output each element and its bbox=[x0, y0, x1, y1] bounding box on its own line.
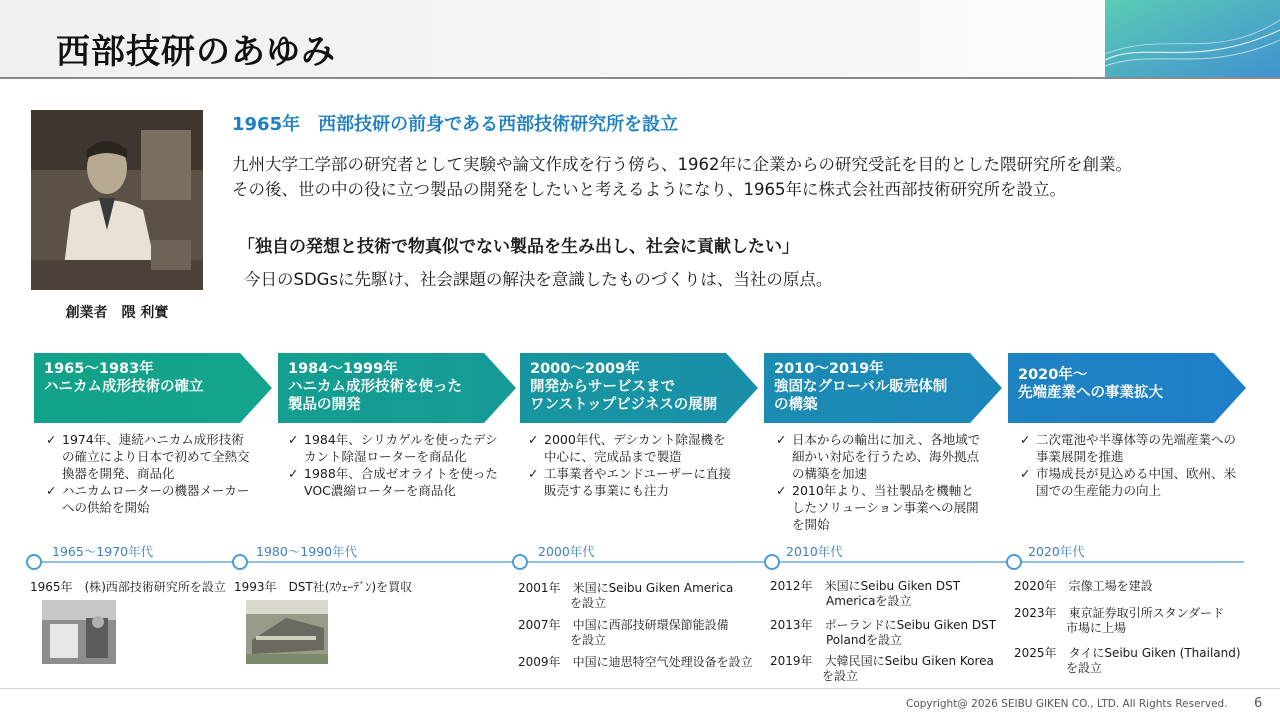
event-text: 東京証券取引所スタンダード bbox=[1068, 606, 1225, 620]
era-label-3: 2000年代 bbox=[538, 544, 595, 559]
event-year: 2023年 bbox=[1014, 606, 1057, 620]
event-text-cont: 市場に上場 bbox=[1066, 621, 1127, 635]
stage-3-bullets bbox=[526, 431, 738, 499]
stage-5-title bbox=[1018, 366, 1163, 402]
event-1965 bbox=[30, 580, 226, 595]
event-text: 中国に迪思特空气处理设备を設立 bbox=[572, 655, 753, 669]
check-icon: ✓ bbox=[1020, 466, 1031, 481]
event-text-cont: Polandを設立 bbox=[826, 633, 903, 647]
event-year: 2012年 bbox=[770, 579, 813, 593]
stage-2-bullets bbox=[286, 431, 498, 499]
page-title: 西部技研のあゆみ bbox=[56, 32, 336, 72]
timeline-dot-3 bbox=[513, 555, 527, 569]
event-text-cont: を設立 bbox=[1066, 661, 1103, 675]
check-icon: ✓ bbox=[46, 483, 57, 498]
founder-caption: 創業者 隈 利實 bbox=[65, 305, 169, 321]
stage-1-bullets bbox=[44, 431, 256, 516]
check-icon: ✓ bbox=[288, 432, 299, 447]
factory-photo bbox=[246, 600, 328, 664]
list-item bbox=[44, 431, 256, 482]
stage-5-label: 先端産業への事業拡大 bbox=[1018, 385, 1163, 401]
bullet-text: 1988年、合成ゼオライトを使ったVOC濃縮ローターを商品化 bbox=[304, 466, 498, 498]
check-icon: ✓ bbox=[776, 432, 787, 447]
timeline-dot-4 bbox=[765, 555, 779, 569]
list-item bbox=[774, 482, 986, 533]
event-text: 大韓民国にSeibu Giken Korea bbox=[824, 654, 994, 668]
bullet-text: 市場成長が見込める中国、欧州、米国での生産能力の向上 bbox=[1036, 466, 1237, 498]
stage-1-period: 1965～1983年 bbox=[44, 361, 154, 377]
stage-1-label: ハニカム成形技術の確立 bbox=[44, 379, 204, 395]
list-item bbox=[286, 465, 498, 499]
list-item bbox=[1018, 465, 1238, 499]
list-item bbox=[44, 482, 256, 516]
event-text: 米国にSeibu Giken DST bbox=[824, 579, 961, 593]
stage-2-period: 1984～1999年 bbox=[288, 361, 398, 377]
stage-5-period: 2020年～ bbox=[1018, 367, 1088, 383]
stage-3-period: 2000～2009年 bbox=[530, 361, 640, 377]
event-2009 bbox=[518, 655, 753, 670]
stage-3-label: 開発からサービスまで bbox=[530, 379, 675, 395]
event-text: 米国にSeibu Giken America bbox=[572, 581, 734, 595]
bullet-text: ハニカムローターの機器メーカーへの供給を開始 bbox=[62, 483, 250, 515]
header-wave-decoration bbox=[1105, 0, 1280, 78]
event-2019 bbox=[770, 654, 994, 684]
bullet-text: 1984年、シリカゲルを使ったデシカント除湿ローターを商品化 bbox=[304, 432, 498, 464]
era-label-1: 1965～1970年代 bbox=[52, 544, 154, 559]
list-item bbox=[774, 431, 986, 482]
stage-1-title bbox=[44, 360, 204, 396]
origin-statement: 今日のSDGsに先駆け、社会課題の解決を意識したものづくりは、当社の原点。 bbox=[244, 270, 833, 289]
event-year: 1993年 bbox=[234, 580, 277, 594]
bullet-text: 1974年、連続ハニカム成形技術の確立により日本で初めて全熱交換器を開発、商品化 bbox=[62, 432, 250, 481]
stage-4-label: 強固なグローバル販売体制 bbox=[774, 379, 948, 395]
stage-3-label-cont: ワンストップビジネスの展開 bbox=[530, 397, 718, 413]
timeline-dot-5 bbox=[1007, 555, 1021, 569]
check-icon: ✓ bbox=[528, 466, 539, 481]
event-text: DST社(ｽｳｪｰﾃﾞﾝ)を買収 bbox=[288, 580, 413, 594]
stage-2-label-cont: 製品の開発 bbox=[288, 397, 361, 413]
founding-description bbox=[232, 152, 1272, 202]
event-text-cont: を設立 bbox=[570, 596, 607, 610]
timeline-dot-2 bbox=[233, 555, 247, 569]
event-year: 2013年 bbox=[770, 618, 813, 632]
bullet-text: 日本からの輸出に加え、各地域で細かい対応を行うため、海外拠点の構築を加速 bbox=[792, 432, 981, 481]
event-2020 bbox=[1014, 579, 1153, 594]
check-icon: ✓ bbox=[528, 432, 539, 447]
event-year: 1965年 bbox=[30, 580, 73, 594]
bullet-text: 2000年代、デシカント除湿機を中心に、完成品まで製造 bbox=[544, 432, 726, 464]
event-year: 2007年 bbox=[518, 618, 561, 632]
event-text: ポーランドにSeibu Giken DST bbox=[824, 618, 997, 632]
bullet-text: 二次電池や半導体等の先端産業への事業展開を推進 bbox=[1036, 432, 1237, 464]
check-icon: ✓ bbox=[776, 483, 787, 498]
event-2012 bbox=[770, 579, 960, 609]
stage-4-label-cont: の構築 bbox=[774, 397, 818, 413]
event-year: 2025年 bbox=[1014, 646, 1057, 660]
list-item bbox=[526, 465, 738, 499]
era-label-5: 2020年代 bbox=[1028, 544, 1085, 559]
stage-4-bullets bbox=[774, 431, 986, 533]
event-text: (株)西部技術研究所を設立 bbox=[84, 580, 226, 594]
event-text-cont: を設立 bbox=[570, 633, 607, 647]
lab-photo bbox=[42, 600, 116, 664]
event-2001 bbox=[518, 581, 733, 611]
event-text-cont: を設立 bbox=[822, 669, 859, 683]
event-year: 2001年 bbox=[518, 581, 561, 595]
stage-2-title bbox=[288, 360, 462, 414]
event-year: 2020年 bbox=[1014, 579, 1057, 593]
stage-4-period: 2010～2019年 bbox=[774, 361, 884, 377]
event-text-cont: Americaを設立 bbox=[826, 594, 912, 608]
stage-5-bullets bbox=[1018, 431, 1238, 499]
check-icon: ✓ bbox=[46, 432, 57, 447]
bullet-text: 2010年より、当社製品を機軸としたソリューション事業への展開を開始 bbox=[792, 483, 979, 532]
event-2025 bbox=[1014, 646, 1241, 676]
founding-heading: 1965年 西部技研の前身である西部技術研究所を設立 bbox=[232, 114, 679, 135]
copyright-text: Copyright@ 2026 SEIBU GIKEN CO., LTD. All Rights Reserved. bbox=[906, 698, 1228, 710]
event-2023 bbox=[1014, 606, 1224, 636]
list-item bbox=[286, 431, 498, 465]
event-text: タイにSeibu Giken (Thailand) bbox=[1068, 646, 1241, 660]
stage-2-label: ハニカム成形技術を使った bbox=[288, 379, 462, 395]
event-2013 bbox=[770, 618, 996, 648]
bullet-text: 工事業者やエンドユーザーに直接販売する事業にも注力 bbox=[544, 466, 732, 498]
timeline-dot-1 bbox=[27, 555, 41, 569]
event-text: 宗像工場を建設 bbox=[1068, 579, 1153, 593]
founder-quote: 「独自の発想と技術で物真似でない製品を生み出し、社会に貢献したい」 bbox=[238, 237, 799, 257]
event-1993 bbox=[234, 580, 412, 595]
founder-photo bbox=[31, 110, 203, 290]
list-item bbox=[1018, 431, 1238, 465]
stage-3-title bbox=[530, 360, 717, 414]
era-label-4: 2010年代 bbox=[786, 544, 843, 559]
description-line-2: その後、世の中の役に立つ製品の開発をしたいと考えるようになり、1965年に株式会社西部技術研究所を設立。 bbox=[232, 180, 1066, 199]
stage-4-title bbox=[774, 360, 947, 414]
event-year: 2009年 bbox=[518, 655, 561, 669]
list-item bbox=[526, 431, 738, 465]
footer-divider bbox=[0, 688, 1280, 689]
header-divider bbox=[0, 77, 1280, 79]
event-text: 中国に西部技研環保節能設備 bbox=[572, 618, 729, 632]
event-2007 bbox=[518, 618, 729, 648]
check-icon: ✓ bbox=[1020, 432, 1031, 447]
description-line-1: 九州大学工学部の研究者として実験や論文作成を行う傍ら、1962年に企業からの研究受託を目的とした隈研究所を創業。 bbox=[232, 155, 1132, 174]
page-number: 6 bbox=[1254, 696, 1263, 711]
event-year: 2019年 bbox=[770, 654, 813, 668]
timeline-axis bbox=[0, 540, 1280, 576]
check-icon: ✓ bbox=[288, 466, 299, 481]
era-label-2: 1980～1990年代 bbox=[256, 544, 358, 559]
